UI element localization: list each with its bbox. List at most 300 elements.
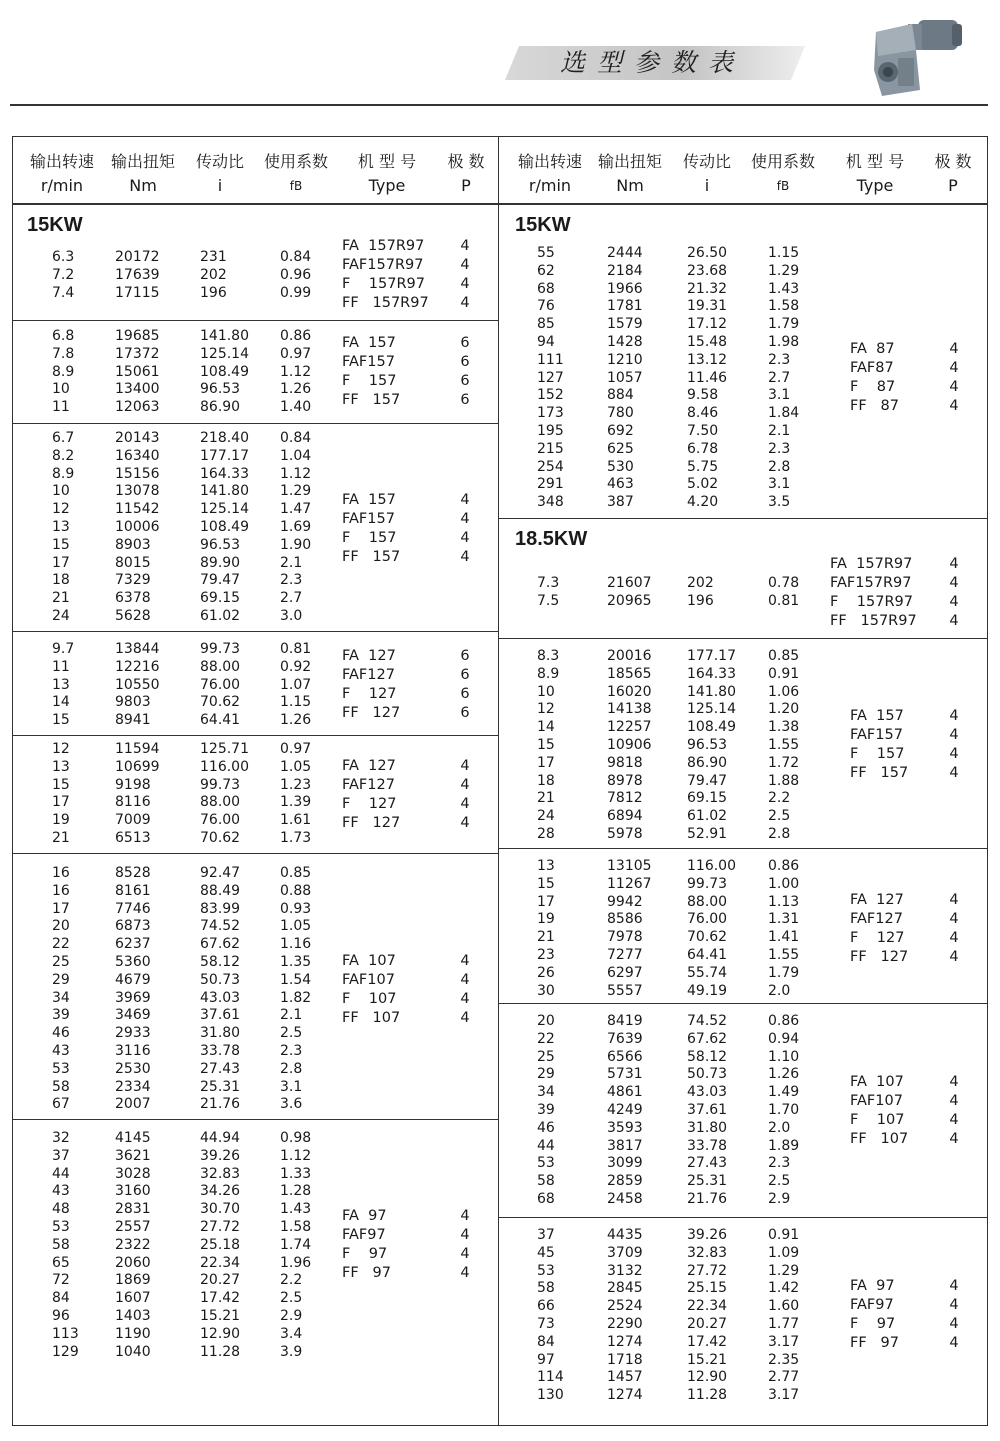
right-type-label: F 127 <box>850 930 905 946</box>
right-cell-speed: 53 <box>537 1155 555 1172</box>
right-header-type-cn: 机 型 号 <box>845 152 905 171</box>
right-cell-speed: 28 <box>537 826 555 842</box>
right-cell-factor: 1.29 <box>768 1262 800 1279</box>
left-cell-speed: 6.7 <box>52 430 75 446</box>
left-group-divider <box>12 320 498 321</box>
right-cell-torque: 2184 <box>607 262 643 279</box>
left-cell-factor: 2.8 <box>280 1060 303 1077</box>
right-pole-count: 4 <box>949 930 959 946</box>
left-header-type-cn: 机 型 号 <box>357 152 417 171</box>
left-header-torque-unit: Nm <box>129 176 157 195</box>
left-cell-ratio: 64.41 <box>200 712 241 729</box>
right-cell-speed: 73 <box>537 1316 555 1332</box>
right-cell-ratio: 12.90 <box>687 1369 728 1386</box>
right-type-label: FA 127 <box>850 892 904 908</box>
left-cell-ratio: 27.72 <box>200 1219 241 1235</box>
right-cell-speed: 17 <box>537 893 555 910</box>
right-cell-factor: 2.35 <box>768 1351 800 1368</box>
left-cell-torque: 3028 <box>115 1165 151 1182</box>
left-cell-ratio: 202 <box>200 266 227 283</box>
right-cell-torque: 8978 <box>607 772 643 789</box>
left-cell-speed: 16 <box>52 865 70 881</box>
left-cell-factor: 1.12 <box>280 363 312 380</box>
left-cell-torque: 2831 <box>115 1201 151 1218</box>
right-cell-torque: 692 <box>607 423 634 439</box>
left-cell-ratio: 32.83 <box>200 1165 241 1182</box>
right-type-label: F 107 <box>850 1112 905 1128</box>
right-cell-factor: 0.94 <box>768 1030 800 1047</box>
left-cell-ratio: 92.47 <box>200 865 241 881</box>
right-cell-speed: 291 <box>537 476 564 493</box>
right-header-factor-unit: fB <box>776 179 790 193</box>
left-pole-count: 4 <box>460 953 470 969</box>
right-cell-ratio: 17.12 <box>687 316 728 333</box>
left-type-label: F 97 <box>342 1246 388 1262</box>
left-pole-count: 6 <box>460 705 470 721</box>
right-type-label: FF 87 <box>850 398 899 414</box>
right-cell-ratio: 164.33 <box>687 665 736 682</box>
left-cell-speed: 113 <box>52 1325 79 1342</box>
left-cell-speed: 44 <box>52 1165 70 1182</box>
left-cell-torque: 1190 <box>115 1325 151 1342</box>
right-cell-torque: 14138 <box>607 701 652 718</box>
left-cell-speed: 34 <box>52 989 70 1006</box>
left-pole-count: 6 <box>460 686 470 702</box>
right-cell-ratio: 177.17 <box>687 648 736 664</box>
right-header-ratio-cn: 传动比 <box>682 152 731 171</box>
right-pole-count: 4 <box>949 949 959 965</box>
right-cell-ratio: 20.27 <box>687 1316 728 1332</box>
right-cell-factor: 1.70 <box>768 1102 800 1118</box>
left-cell-torque: 7009 <box>115 812 151 829</box>
left-cell-torque: 10699 <box>115 758 160 775</box>
left-cell-speed: 72 <box>52 1272 70 1289</box>
left-cell-factor: 1.73 <box>280 830 312 846</box>
right-cell-speed: 18 <box>537 772 555 789</box>
left-cell-torque: 2557 <box>115 1219 151 1235</box>
left-cell-torque: 11594 <box>115 741 160 757</box>
left-cell-speed: 15 <box>52 712 70 729</box>
left-pole-count: 4 <box>460 276 470 292</box>
left-cell-torque: 9198 <box>115 776 151 793</box>
right-cell-speed: 68 <box>537 280 555 297</box>
left-cell-speed: 11 <box>52 399 70 416</box>
left-cell-torque: 8015 <box>115 554 151 571</box>
left-cell-torque: 10006 <box>115 519 160 535</box>
right-cell-ratio: 79.47 <box>687 772 728 789</box>
right-cell-factor: 1.77 <box>768 1316 800 1332</box>
right-cell-ratio: 86.90 <box>687 754 728 771</box>
right-cell-ratio: 8.46 <box>687 405 719 422</box>
left-cell-factor: 2.3 <box>280 572 303 589</box>
right-cell-speed: 8.3 <box>537 648 560 664</box>
right-cell-factor: 1.42 <box>768 1280 800 1297</box>
right-cell-torque: 8419 <box>607 1013 643 1029</box>
left-cell-ratio: 43.03 <box>200 989 241 1006</box>
right-cell-torque: 2444 <box>607 245 643 261</box>
right-cell-ratio: 32.83 <box>687 1244 728 1261</box>
right-cell-ratio: 88.00 <box>687 893 728 910</box>
left-cell-speed: 13 <box>52 758 70 775</box>
left-pole-count: 4 <box>460 796 470 812</box>
left-type-label: FAF157 <box>342 354 395 370</box>
left-pole-count: 6 <box>460 373 470 389</box>
right-type-label: FA 157 <box>850 708 904 724</box>
left-cell-speed: 11 <box>52 658 70 675</box>
left-cell-speed: 9.7 <box>52 641 75 657</box>
left-cell-torque: 1403 <box>115 1308 151 1324</box>
left-cell-ratio: 12.90 <box>200 1325 241 1342</box>
left-cell-factor: 1.05 <box>280 918 312 935</box>
right-pole-count: 4 <box>949 594 959 610</box>
left-group-divider <box>12 631 498 632</box>
right-cell-factor: 1.43 <box>768 280 800 297</box>
left-header-factor-unit: fB <box>289 179 303 193</box>
left-pole-count: 6 <box>460 648 470 664</box>
right-cell-ratio: 15.48 <box>687 334 728 350</box>
left-cell-torque: 13400 <box>115 381 160 398</box>
left-cell-speed: 58 <box>52 1078 70 1095</box>
right-cell-ratio: 196 <box>687 592 714 609</box>
left-pole-count: 4 <box>460 777 470 793</box>
right-cell-factor: 2.8 <box>768 826 791 842</box>
right-cell-torque: 1210 <box>607 351 643 368</box>
right-cell-ratio: 108.49 <box>687 719 736 736</box>
right-cell-factor: 1.26 <box>768 1066 800 1083</box>
right-cell-ratio: 33.78 <box>687 1137 728 1154</box>
right-cell-torque: 2458 <box>607 1191 643 1207</box>
right-cell-speed: 20 <box>537 1013 555 1029</box>
left-pole-count: 4 <box>460 1208 470 1224</box>
right-cell-ratio: 52.91 <box>687 826 728 842</box>
right-cell-factor: 3.1 <box>768 387 791 404</box>
right-cell-factor: 3.17 <box>768 1333 800 1350</box>
right-cell-speed: 130 <box>537 1387 564 1404</box>
left-cell-torque: 15156 <box>115 465 160 482</box>
left-cell-factor: 1.82 <box>280 989 312 1006</box>
left-cell-torque: 1869 <box>115 1272 151 1289</box>
right-cell-speed: 215 <box>537 440 564 457</box>
right-cell-speed: 348 <box>537 494 564 511</box>
right-cell-factor: 2.2 <box>768 790 791 807</box>
left-cell-speed: 16 <box>52 882 70 899</box>
right-cell-ratio: 141.80 <box>687 683 736 700</box>
right-pole-count: 4 <box>949 379 959 395</box>
right-cell-ratio: 37.61 <box>687 1102 728 1118</box>
left-cell-speed: 18 <box>52 572 70 589</box>
left-cell-torque: 6873 <box>115 918 151 935</box>
left-cell-speed: 46 <box>52 1025 70 1042</box>
left-cell-ratio: 164.33 <box>200 465 249 482</box>
right-cell-speed: 24 <box>537 808 555 825</box>
left-cell-factor: 1.58 <box>280 1219 312 1235</box>
gear-motor-icon <box>868 10 964 98</box>
right-cell-ratio: 99.73 <box>687 875 728 892</box>
right-cell-ratio: 23.68 <box>687 262 728 279</box>
right-cell-ratio: 11.46 <box>687 369 728 386</box>
left-cell-torque: 4145 <box>115 1130 151 1146</box>
right-cell-speed: 21 <box>537 929 555 946</box>
right-cell-factor: 2.9 <box>768 1191 791 1207</box>
left-cell-speed: 7.8 <box>52 345 75 362</box>
right-cell-ratio: 64.41 <box>687 947 728 963</box>
left-cell-factor: 2.9 <box>280 1308 303 1324</box>
right-cell-factor: 1.55 <box>768 737 800 753</box>
right-cell-speed: 29 <box>537 1066 555 1083</box>
right-cell-ratio: 25.31 <box>687 1173 728 1190</box>
right-pole-count: 4 <box>949 1335 959 1351</box>
right-pole-count: 4 <box>949 398 959 414</box>
right-cell-torque: 3099 <box>607 1155 643 1172</box>
right-cell-torque: 16020 <box>607 683 652 700</box>
right-pole-count: 4 <box>949 1316 959 1332</box>
right-cell-ratio: 5.02 <box>687 476 719 493</box>
left-cell-speed: 8.9 <box>52 363 75 380</box>
right-pole-count: 4 <box>949 765 959 781</box>
left-cell-factor: 0.96 <box>280 266 312 283</box>
right-cell-torque: 12257 <box>607 719 652 736</box>
left-cell-speed: 17 <box>52 554 70 571</box>
right-cell-torque: 8586 <box>607 911 643 928</box>
left-cell-factor: 1.35 <box>280 954 312 970</box>
right-cell-ratio: 61.02 <box>687 808 728 825</box>
right-cell-factor: 1.10 <box>768 1048 800 1065</box>
left-cell-speed: 21 <box>52 590 70 607</box>
left-cell-speed: 6.8 <box>52 328 75 344</box>
left-section-title: 15KW <box>27 214 83 236</box>
left-cell-speed: 15 <box>52 776 70 793</box>
left-cell-torque: 2322 <box>115 1236 151 1253</box>
right-pole-count: 4 <box>949 1074 959 1090</box>
left-type-label: F 157 <box>342 373 397 389</box>
right-header-poles-unit: P <box>948 176 958 195</box>
left-cell-speed: 37 <box>52 1147 70 1164</box>
right-cell-ratio: 21.32 <box>687 280 728 297</box>
right-cell-speed: 8.9 <box>537 665 560 682</box>
left-cell-factor: 1.29 <box>280 483 312 500</box>
right-cell-torque: 1579 <box>607 316 643 333</box>
left-cell-ratio: 141.80 <box>200 483 249 500</box>
left-cell-torque: 1040 <box>115 1343 151 1360</box>
left-cell-torque: 3160 <box>115 1183 151 1200</box>
left-pole-count: 4 <box>460 295 470 311</box>
page-header <box>0 0 1000 110</box>
left-cell-ratio: 25.31 <box>200 1078 241 1095</box>
left-cell-factor: 1.69 <box>280 519 312 535</box>
left-cell-torque: 17372 <box>115 345 160 362</box>
left-cell-torque: 20143 <box>115 430 160 446</box>
right-cell-speed: 30 <box>537 982 555 999</box>
right-cell-ratio: 21.76 <box>687 1191 728 1207</box>
right-cell-torque: 1457 <box>607 1369 643 1386</box>
right-cell-torque: 11267 <box>607 875 652 892</box>
right-cell-factor: 3.17 <box>768 1387 800 1404</box>
right-cell-torque: 9942 <box>607 893 643 910</box>
left-cell-torque: 12063 <box>115 399 160 416</box>
right-cell-factor: 1.88 <box>768 772 800 789</box>
left-cell-speed: 21 <box>52 830 70 846</box>
left-cell-factor: 0.84 <box>280 249 312 265</box>
right-cell-torque: 3132 <box>607 1262 643 1279</box>
left-pole-count: 4 <box>460 238 470 254</box>
left-type-label: F 157 <box>342 530 397 546</box>
right-header-factor-cn: 使用系数 <box>750 152 815 171</box>
right-cell-ratio: 50.73 <box>687 1066 728 1083</box>
right-cell-factor: 0.91 <box>768 1227 800 1243</box>
left-cell-factor: 0.92 <box>280 658 312 675</box>
left-cell-ratio: 196 <box>200 284 227 301</box>
right-cell-speed: 55 <box>537 245 555 261</box>
right-cell-speed: 22 <box>537 1030 555 1047</box>
right-cell-ratio: 49.19 <box>687 982 728 999</box>
right-pole-count: 4 <box>949 746 959 762</box>
right-cell-ratio: 67.62 <box>687 1030 728 1047</box>
right-cell-ratio: 27.43 <box>687 1155 728 1172</box>
right-pole-count: 4 <box>949 575 959 591</box>
left-cell-factor: 0.86 <box>280 328 312 344</box>
left-type-label: FF 107 <box>342 1010 401 1026</box>
right-cell-speed: 85 <box>537 316 555 333</box>
right-cell-ratio: 70.62 <box>687 929 728 946</box>
left-cell-torque: 8528 <box>115 865 151 881</box>
left-cell-torque: 8161 <box>115 882 151 899</box>
right-header-rule <box>499 203 988 205</box>
right-pole-count: 4 <box>949 892 959 908</box>
left-cell-torque: 20172 <box>115 249 160 265</box>
right-header-poles-cn: 极 数 <box>934 152 972 171</box>
left-type-label: FAF157 <box>342 511 395 527</box>
right-cell-torque: 387 <box>607 494 634 511</box>
right-cell-factor: 1.09 <box>768 1244 800 1261</box>
left-group-divider <box>12 853 498 854</box>
left-cell-ratio: 25.18 <box>200 1236 241 1253</box>
right-cell-ratio: 74.52 <box>687 1013 728 1029</box>
left-cell-torque: 2334 <box>115 1078 151 1095</box>
left-cell-torque: 6378 <box>115 590 151 607</box>
right-cell-factor: 1.60 <box>768 1298 800 1315</box>
left-cell-ratio: 76.00 <box>200 676 241 693</box>
left-type-label: F 127 <box>342 796 397 812</box>
left-cell-torque: 11542 <box>115 501 160 518</box>
left-cell-factor: 3.6 <box>280 1096 303 1113</box>
left-cell-speed: 53 <box>52 1060 70 1077</box>
left-cell-torque: 7329 <box>115 572 151 589</box>
right-cell-speed: 58 <box>537 1173 555 1190</box>
right-type-label: F 87 <box>850 379 896 395</box>
left-cell-ratio: 88.49 <box>200 882 241 899</box>
left-cell-ratio: 33.78 <box>200 1043 241 1059</box>
right-cell-torque: 2859 <box>607 1173 643 1190</box>
left-cell-speed: 96 <box>52 1308 70 1324</box>
left-cell-torque: 6237 <box>115 936 151 953</box>
left-cell-torque: 8116 <box>115 794 151 811</box>
right-cell-factor: 1.31 <box>768 911 800 928</box>
left-pole-count: 4 <box>460 1227 470 1243</box>
right-header-ratio-unit: i <box>704 176 710 195</box>
left-type-label: F 157R97 <box>342 276 425 292</box>
right-cell-ratio: 125.14 <box>687 701 736 718</box>
left-group-divider <box>12 423 498 424</box>
left-cell-torque: 3116 <box>115 1043 151 1059</box>
left-cell-speed: 7.4 <box>52 284 75 301</box>
right-cell-factor: 2.3 <box>768 351 791 368</box>
right-cell-speed: 68 <box>537 1191 555 1207</box>
left-cell-ratio: 70.62 <box>200 830 241 846</box>
left-cell-factor: 3.1 <box>280 1078 303 1095</box>
right-header-speed-cn: 输出转速 <box>517 152 582 171</box>
right-type-label: F 157R97 <box>830 594 913 610</box>
right-cell-factor: 0.78 <box>768 575 800 591</box>
left-pole-count: 6 <box>460 354 470 370</box>
left-type-label: FF 157R97 <box>342 295 429 311</box>
right-cell-factor: 1.79 <box>768 964 800 981</box>
right-cell-speed: 97 <box>537 1351 555 1368</box>
left-cell-speed: 84 <box>52 1290 70 1307</box>
right-group-divider <box>499 848 988 849</box>
right-cell-factor: 3.1 <box>768 476 791 493</box>
left-cell-torque: 17639 <box>115 266 160 283</box>
right-cell-ratio: 31.80 <box>687 1119 728 1136</box>
left-cell-ratio: 125.71 <box>200 741 249 757</box>
right-cell-torque: 20016 <box>607 648 652 664</box>
right-cell-ratio: 69.15 <box>687 790 728 807</box>
right-cell-speed: 34 <box>537 1084 555 1101</box>
right-type-label: FF 97 <box>850 1335 899 1351</box>
right-cell-ratio: 26.50 <box>687 245 728 261</box>
left-cell-torque: 2007 <box>115 1096 151 1113</box>
left-cell-torque: 7746 <box>115 900 151 917</box>
left-cell-ratio: 31.80 <box>200 1025 241 1042</box>
right-cell-ratio: 7.50 <box>687 423 719 439</box>
left-cell-speed: 20 <box>52 918 70 935</box>
right-cell-ratio: 13.12 <box>687 351 728 368</box>
left-cell-factor: 2.1 <box>280 1007 303 1024</box>
left-header-ratio-unit: i <box>217 176 223 195</box>
right-cell-factor: 0.81 <box>768 592 800 609</box>
right-cell-torque: 1057 <box>607 369 643 386</box>
right-cell-ratio: 17.42 <box>687 1333 728 1350</box>
left-cell-ratio: 74.52 <box>200 918 241 935</box>
right-type-label: FAF87 <box>850 360 894 376</box>
right-cell-torque: 3593 <box>607 1119 643 1136</box>
left-cell-factor: 1.74 <box>280 1236 312 1253</box>
right-cell-factor: 2.3 <box>768 440 791 457</box>
left-cell-factor: 1.12 <box>280 465 312 482</box>
right-cell-speed: 195 <box>537 423 564 439</box>
right-cell-speed: 111 <box>537 351 564 368</box>
left-cell-speed: 14 <box>52 694 70 711</box>
right-cell-torque: 530 <box>607 458 634 475</box>
right-type-label: FF 157R97 <box>830 613 917 629</box>
right-cell-speed: 23 <box>537 947 555 963</box>
right-pole-count: 4 <box>949 1131 959 1147</box>
right-cell-speed: 152 <box>537 387 564 404</box>
left-cell-ratio: 76.00 <box>200 812 241 829</box>
left-type-label: FAF97 <box>342 1227 386 1243</box>
left-cell-speed: 129 <box>52 1343 79 1360</box>
left-pole-count: 6 <box>460 667 470 683</box>
right-pole-count: 4 <box>949 556 959 572</box>
left-cell-ratio: 70.62 <box>200 694 241 711</box>
left-cell-factor: 1.90 <box>280 536 312 553</box>
right-pole-count: 4 <box>949 341 959 357</box>
left-header-ratio-cn: 传动比 <box>195 152 244 171</box>
left-cell-factor: 2.7 <box>280 590 303 607</box>
left-cell-ratio: 21.76 <box>200 1096 241 1113</box>
right-cell-ratio: 43.03 <box>687 1084 728 1101</box>
left-cell-torque: 3969 <box>115 989 151 1006</box>
left-cell-speed: 48 <box>52 1201 70 1218</box>
